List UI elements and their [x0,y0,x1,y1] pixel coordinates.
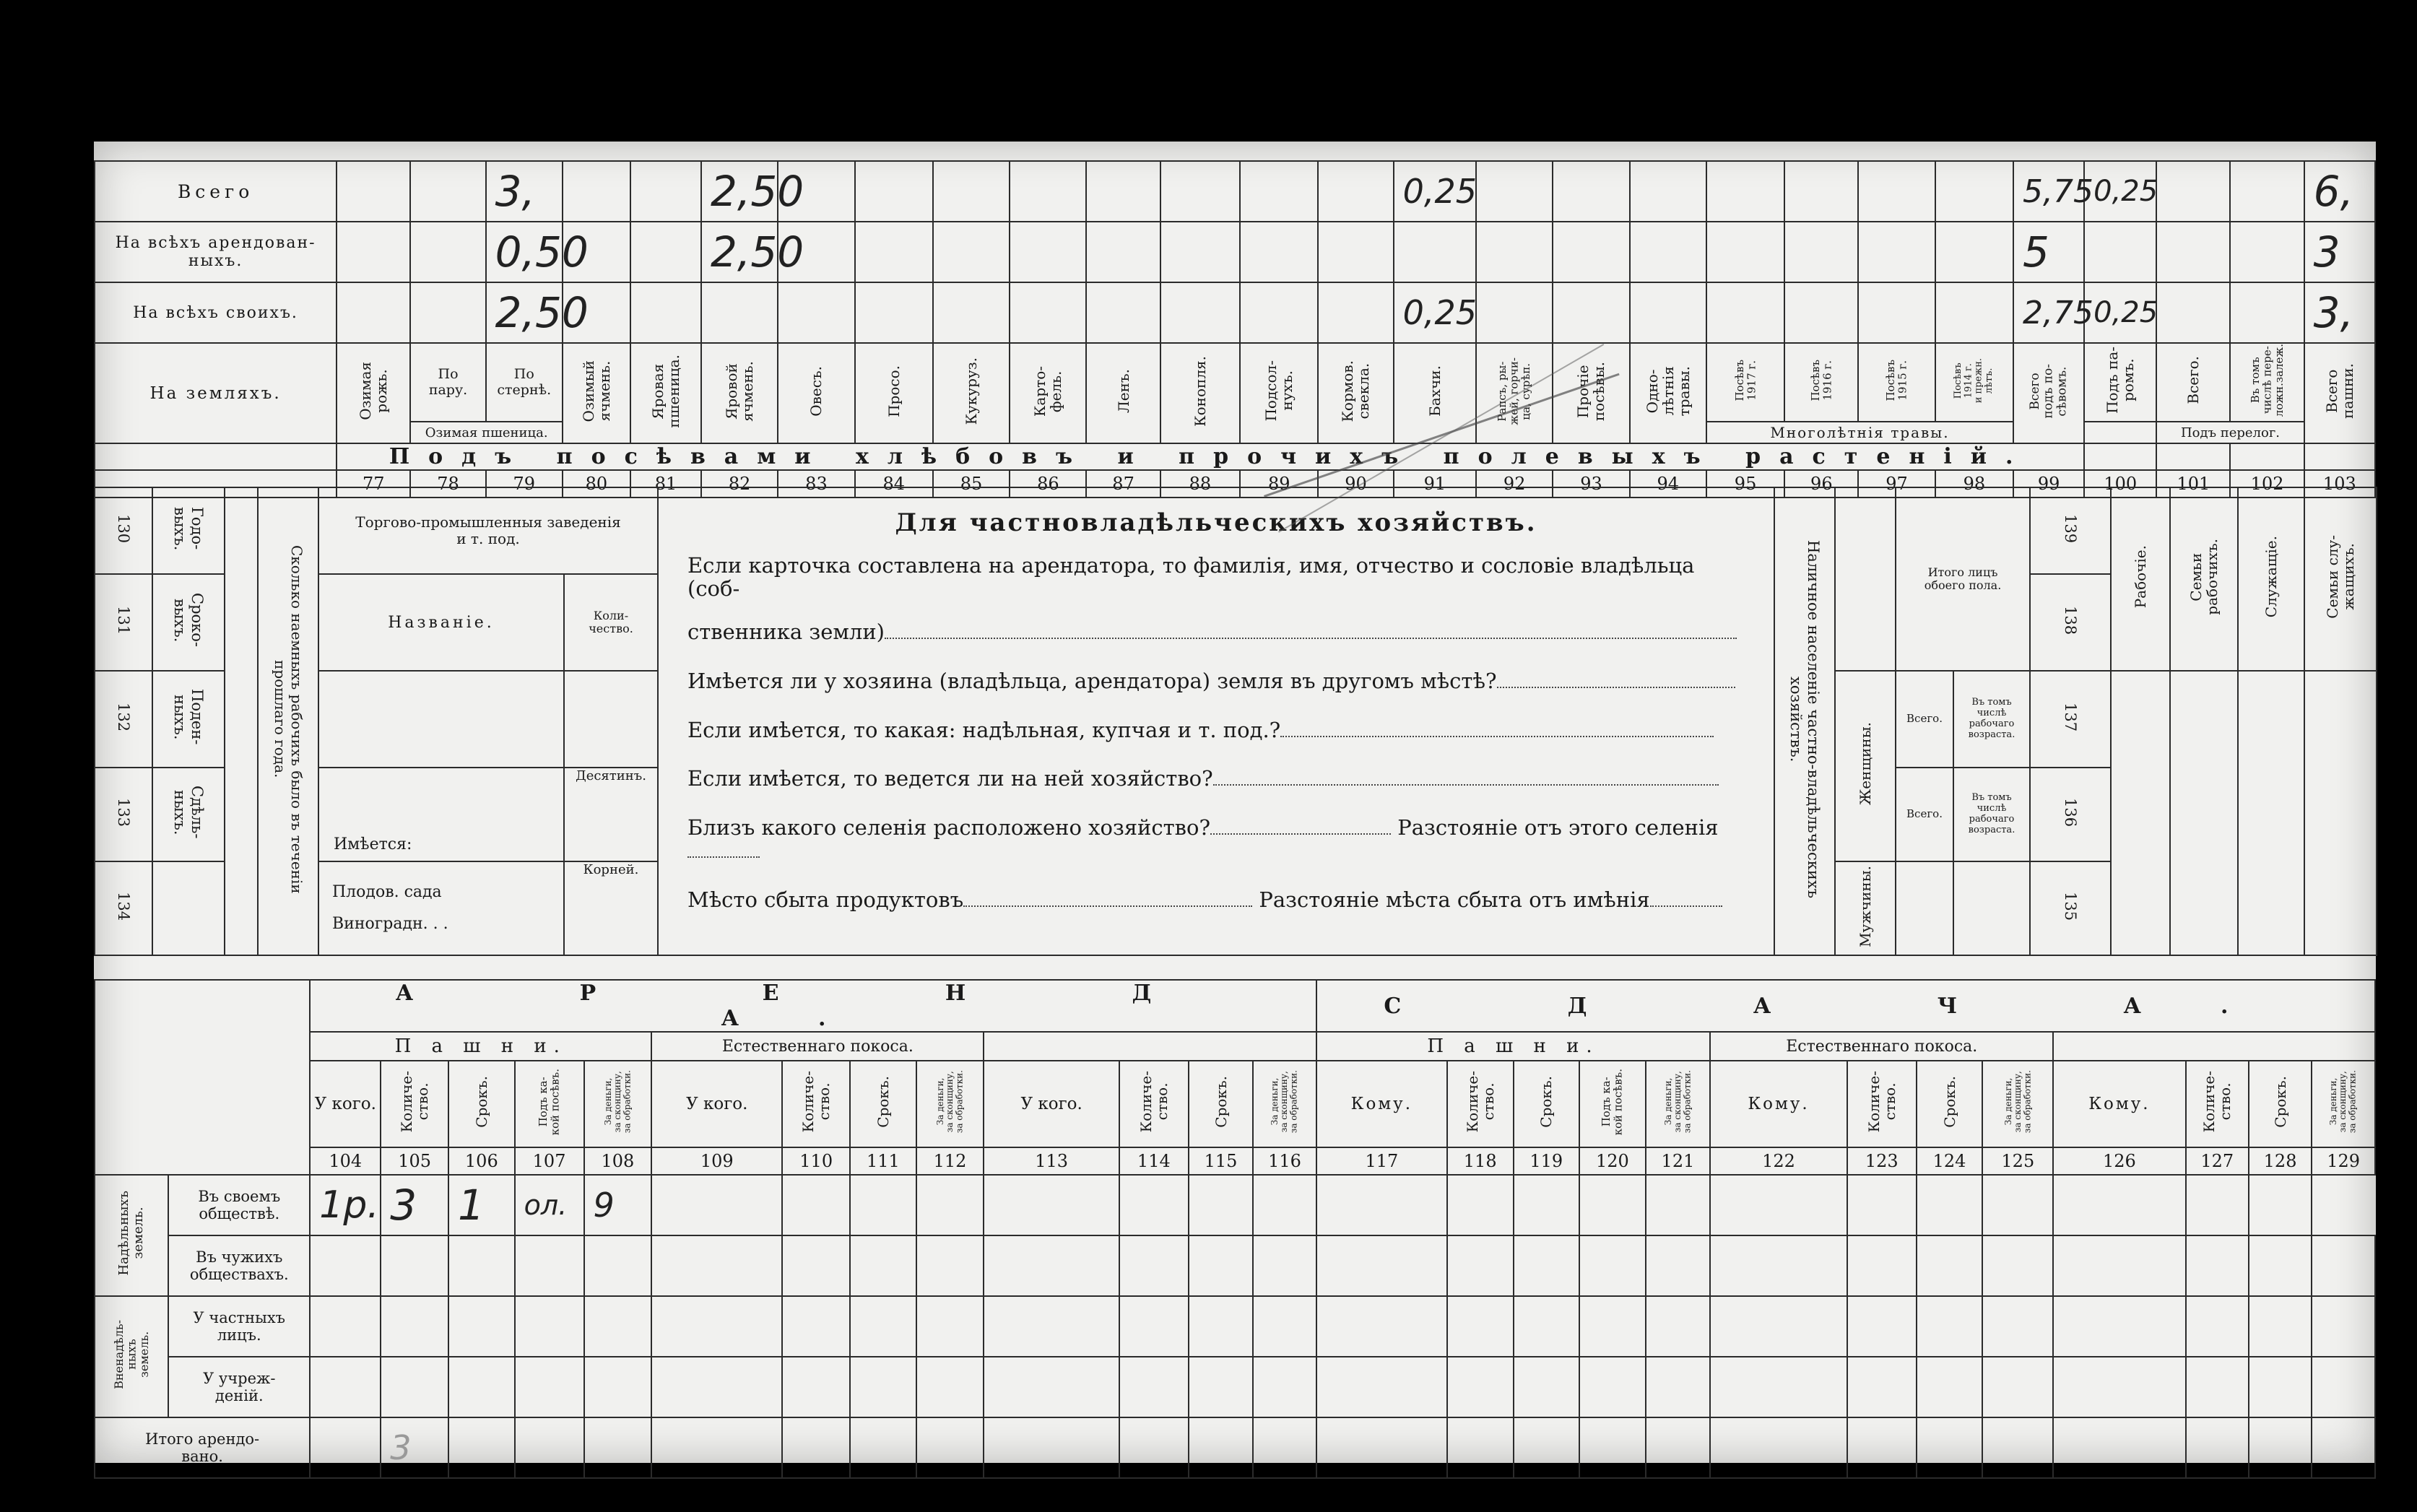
col-number: 118 [1447,1147,1514,1175]
handwritten-value: 1 [448,1175,515,1235]
col-number: 96 [1784,470,1858,498]
row-total [95,161,2375,222]
col-number: 128 [2249,1147,2312,1175]
col-number: 113 [984,1147,1119,1175]
col-number: 109 [651,1147,782,1175]
col-number: 93 [1553,470,1629,498]
group-header: Озимая пшеница. [410,422,563,443]
trade-has-block [318,768,564,861]
answer-line[interactable] [1213,784,1719,786]
col-number: 80 [563,470,630,498]
col-header: Бахчи. [1426,365,1444,417]
col-header: Посѣвъ 1914 г. и прежн. лѣтъ. [1953,357,1995,403]
handwritten-value: 3 [2304,222,2375,282]
col-header: Озимая рожь. [357,362,391,420]
crop-table [94,160,2376,498]
population-title: Наличное населенiе частно-владѣльческихъ хозяйствъ. [1787,539,1823,899]
answer-line[interactable] [1280,736,1714,737]
handwritten-value: 0,25 [2084,161,2156,222]
col-header: Кому. [1710,1061,1847,1147]
col-header: За деньги, за сконщину, за обработки. [934,1070,965,1134]
row-label: Въ своемъ обществѣ. [168,1175,310,1235]
col-header: Количе- ство. [1463,1071,1497,1133]
question-land-type: Если имѣется, то какая: надѣльная, купчая и т. под.? [687,717,1281,742]
question-village: Близъ какого селенiя расположено хозяйство? [687,815,1211,840]
col-header: Количе- ство. [1865,1071,1899,1133]
col-header: У кого. [651,1061,782,1147]
header-row [95,343,2375,422]
women-label: Женщины. [1857,722,1874,806]
col-header: Яровой ячмень. [723,360,757,422]
band-row [95,443,2375,470]
col-header: За деньги, за сконщину, за обработки. [1270,1070,1299,1134]
worker-num: 134 [115,891,133,921]
pop-num: 136 [2062,797,2080,827]
col-number: 114 [1119,1147,1189,1175]
col-header: Ленъ. [1114,369,1132,414]
lease-table [94,979,2376,1479]
pop-num: 137 [2062,702,2080,732]
pop-col: Рабочiе. [2132,545,2149,609]
handwritten-value: 3, [486,161,563,222]
row-label: Всего [95,161,337,222]
col-header: Карто- фель. [1031,365,1065,417]
lease-row-other-community [95,1235,2375,1296]
question-market: Мѣсто сбыта продуктовъ [687,887,964,913]
col-header: Кукуруз. [963,357,981,425]
col-number: 101 [2156,470,2230,498]
pop-col: Служащiе. [2262,536,2280,618]
lease-row-total [95,1417,2375,1478]
col-number: 79 [486,470,563,498]
group-pokos: Естественнаго покоса. [651,1032,984,1061]
pop-num: 138 [2062,605,2080,635]
col-number: 123 [1847,1147,1917,1175]
col-number: 107 [515,1147,584,1175]
men-label: Мужчины. [1857,865,1874,947]
col-header: Всего. [2184,356,2203,404]
col-header: Количе- ство. [799,1071,833,1133]
worker-label: Сдѣль- ныхъ. [171,786,207,839]
question-distance: Разстоянiе отъ этого селенiя [1397,815,1719,840]
col-header: Срокъ. [2271,1076,2289,1128]
question-farming: Если имѣется, то ведется ли на ней хозяйство? [687,766,1213,791]
col-number: 110 [782,1147,850,1175]
lease-group-row [95,1032,2375,1061]
handwritten-value: 0,25 [2084,282,2156,343]
handwritten-value: 2,50 [701,222,778,282]
col-header: Срокъ. [874,1076,892,1128]
lease-title-row [95,980,2375,1032]
col-header: Всего подъ по- сѣвомъ. [2028,363,2070,419]
col-header: Срокъ. [1212,1076,1230,1128]
col-header: Количе- ство. [2200,1071,2234,1133]
sdacha-title: С Д А Ч А. [1316,980,2375,1032]
col-number: 99 [2013,470,2084,498]
worker-label: Сроко- выхъ. [171,593,207,648]
handwritten-value: 0,25 [1394,161,1476,222]
private-farm-block [658,487,1774,955]
land-group-label: Вненадѣль- ныхъ земель. [111,1320,151,1389]
middle-section [94,487,2377,956]
population-total-both: Итого лицъ обоего пола. [1896,487,2030,671]
col-number: 129 [2312,1147,2375,1175]
col-number: 86 [1010,470,1086,498]
pop-col: Семьи рабочихъ. [2187,539,2221,615]
col-number: 108 [584,1147,652,1175]
trade-land-block [318,861,564,955]
trade-roots: Корней. [564,861,658,955]
group-pashni: П а ш н и. [1316,1032,1710,1061]
col-number: 82 [701,470,778,498]
lease-row-own-community [95,1175,2375,1235]
col-number: 92 [1476,470,1553,498]
col-number: 89 [1240,470,1318,498]
col-number: 103 [2304,470,2375,498]
handwritten-value: 2,50 [701,161,778,222]
group-pokos: Естественнаго покоса. [1710,1032,2053,1061]
row-label: У учреж- денiй. [168,1357,310,1417]
col-header: Кому. [2053,1061,2185,1147]
worker-label: Годо- выхъ. [171,506,207,551]
col-header: Яровая пшеница. [648,354,682,428]
handwritten-value: 2,50 [486,282,563,343]
handwritten-value: 3, [2304,282,2375,343]
col-number: 85 [933,470,1010,498]
women-total: Всего. [1896,671,1953,768]
col-number: 116 [1253,1147,1316,1175]
lease-number-row [95,1147,2375,1175]
col-header: Прочiе посѣвы. [1574,361,1608,421]
men-working: Въ томъ числѣ рабочаго возраста. [1953,768,2030,861]
trade-qty-col: Коли- чество. [564,574,658,671]
col-header: У кого. [984,1061,1119,1147]
col-header: Одно- лѣтнiя травы. [1643,365,1693,417]
col-header: Овесъ. [807,365,825,417]
handwritten-value: 1р. [310,1175,381,1235]
row-label: На всѣхъ своихъ. [95,282,337,343]
col-header: За деньги, за сконщину, за обработки. [602,1070,632,1134]
col-number: 95 [1706,470,1784,498]
private-title: Для частновладѣльческихъ хозяйствъ. [895,508,1537,537]
worker-num: 130 [115,513,133,544]
question-market-distance: Разстоянiе мѣста сбыта отъ имѣнiя [1259,887,1650,913]
col-number: 117 [1316,1147,1447,1175]
handwritten-value: 9 [584,1175,652,1235]
col-number: 120 [1579,1147,1646,1175]
answer-line[interactable] [1497,687,1735,688]
col-number: 78 [410,470,485,498]
answer-line[interactable] [1210,833,1391,835]
col-header: По пару. [410,343,485,422]
col-number: 98 [1935,470,2013,498]
col-header: Посѣвъ 1917 г. [1732,359,1758,401]
col-header: За деньги, за сконщину, за обработки. [2328,1070,2358,1134]
col-header: Просо. [885,365,903,417]
col-number: 83 [778,470,854,498]
col-header: Количе- ство. [398,1071,432,1133]
row-label: Въ чужихъ обществахъ. [168,1235,310,1296]
col-number: 105 [381,1147,448,1175]
handwritten-value: 3 [381,1417,448,1478]
col-number: 124 [1917,1147,1983,1175]
col-number: 104 [310,1147,381,1175]
trade-title: Торгово-промышленныя заведенiя и т. под. [318,487,658,574]
handwritten-value: 5 [2013,222,2084,282]
answer-line[interactable] [1650,905,1722,907]
col-number: 77 [337,470,410,498]
col-header: Посѣвъ 1915 г. [1884,359,1909,401]
question-owner-cont: ственника земли) [687,619,885,644]
col-header: По стернѣ. [486,343,563,422]
handwritten-value: 6, [2304,161,2375,222]
census-sheet [94,142,2376,1467]
col-header: Кормов. свекла. [1339,360,1373,422]
col-number: 84 [855,470,933,498]
col-header: ры- жей, горчи- ца, сурѣп. [1496,357,1533,425]
col-number: 115 [1189,1147,1253,1175]
handwritten-value: 0,50 [486,222,563,282]
row-rented [95,222,2375,282]
col-header: Количе- ство. [1137,1071,1171,1133]
col-number: 97 [1858,470,1935,498]
arenda-title: А Р Е Н Д А. [310,980,1316,1032]
col-number: 122 [1710,1147,1847,1175]
col-number: 88 [1160,470,1240,498]
col-number: 112 [916,1147,984,1175]
orchard-label: Плодов. сада [332,883,442,901]
col-number: 100 [2084,470,2156,498]
col-header: Подъ ка- кой посѣвъ. [1600,1068,1625,1136]
vineyard-label: Виноградн. . . [332,915,448,933]
col-number: 94 [1630,470,1706,498]
question-owner: Если карточка составлена на арендатора, то фамилiя, имя, отчество и сословiе владѣльца (соб- [687,553,1695,601]
handwritten-value: 5,75 [2013,161,2084,222]
col-header: Конопля. [1191,355,1209,427]
women-working: Въ томъ числѣ рабочаго возраста. [1953,671,2030,768]
answer-line[interactable] [963,905,1252,907]
trade-has: Имѣется: [334,835,412,853]
col-header: У кого. [310,1061,381,1147]
col-header: За деньги, за сконщину, за обработки. [1662,1070,1693,1134]
col-header: Посѣвъ 1916 г. [1808,359,1834,401]
lease-corner [95,980,310,1175]
lease-row-private [95,1296,2375,1357]
pop-num: 139 [2062,513,2080,544]
men-total: Всего. [1896,768,1953,861]
group-header: Подъ перелог. [2156,422,2304,443]
worker-label: Поден- ныхъ. [171,689,207,745]
lease-row-institutions [95,1357,2375,1417]
col-header: Подъ па- ромъ. [2104,347,2138,414]
col-header: За деньги, за сконщину, за обработки. [2002,1070,2032,1134]
handwritten-value: ол. [515,1175,584,1235]
col-number: 126 [2053,1147,2185,1175]
col-number: 90 [1318,470,1393,498]
trade-desyatin: Десятинъ. [564,768,658,861]
col-number: 121 [1646,1147,1710,1175]
col-number: 87 [1086,470,1160,498]
handwritten-value: 2,75 [2013,282,2084,343]
group-header: Многолѣтнiя травы. [1706,422,2013,443]
side-label: На земляхъ. [95,343,337,443]
col-header: Озимый ячмень. [579,360,613,422]
mid-row-1 [95,487,2377,574]
col-number: 119 [1514,1147,1580,1175]
col-header: Всего пашни. [2322,363,2356,420]
row-own [95,282,2375,343]
col-number: 111 [850,1147,916,1175]
question-other-land: Имѣется ли у хозяина (владѣльца, арендатора) земля въ другомъ мѣстѣ? [687,668,1497,693]
col-number: 91 [1394,470,1476,498]
col-header: Кому. [1316,1061,1447,1147]
handwritten-value: 0,25 [1394,282,1476,343]
col-number: 127 [2186,1147,2249,1175]
col-number: 81 [630,470,701,498]
col-number: 125 [1982,1147,2053,1175]
answer-line[interactable] [687,856,760,858]
pop-col: Семьи слу- жащихъ. [2324,535,2357,619]
lease-header-row [95,1061,2375,1147]
group-pashni: П а ш н и. [310,1032,651,1061]
col-number: 106 [448,1147,515,1175]
col-header: Срокъ. [1537,1076,1555,1128]
worker-num: 131 [115,605,133,635]
workers-title: Сколько наемныхъ рабочихъ было въ теченiи прошлаго года. [272,544,305,894]
row-label: На всѣхъ арендован- ныхъ. [95,222,337,282]
row-label: Итого арендо- вано. [95,1417,310,1478]
worker-num: 132 [115,702,133,732]
col-header: Въ томъ числѣ пере- ложн.залеж. [2248,344,2286,417]
answer-line[interactable] [885,638,1737,639]
band-title: Подъ посѣвами хлѣбовъ и прочихъ полевыхъ растенiй. [337,443,2084,470]
row-label: У частныхъ лицъ. [168,1296,310,1357]
col-header: Срокъ. [472,1076,490,1128]
col-header: Подъ ка- кой посѣвъ. [537,1068,562,1136]
worker-num: 133 [115,797,133,827]
col-number: 102 [2230,470,2304,498]
land-group-label: Надѣльныхъ земель. [116,1191,147,1276]
trade-name-col: Названiе. [318,574,564,671]
col-header: Срокъ. [1940,1076,1958,1128]
col-header: Подсол- нухъ. [1262,360,1296,422]
handwritten-value: 3 [381,1175,448,1235]
pop-num: 135 [2062,891,2080,921]
